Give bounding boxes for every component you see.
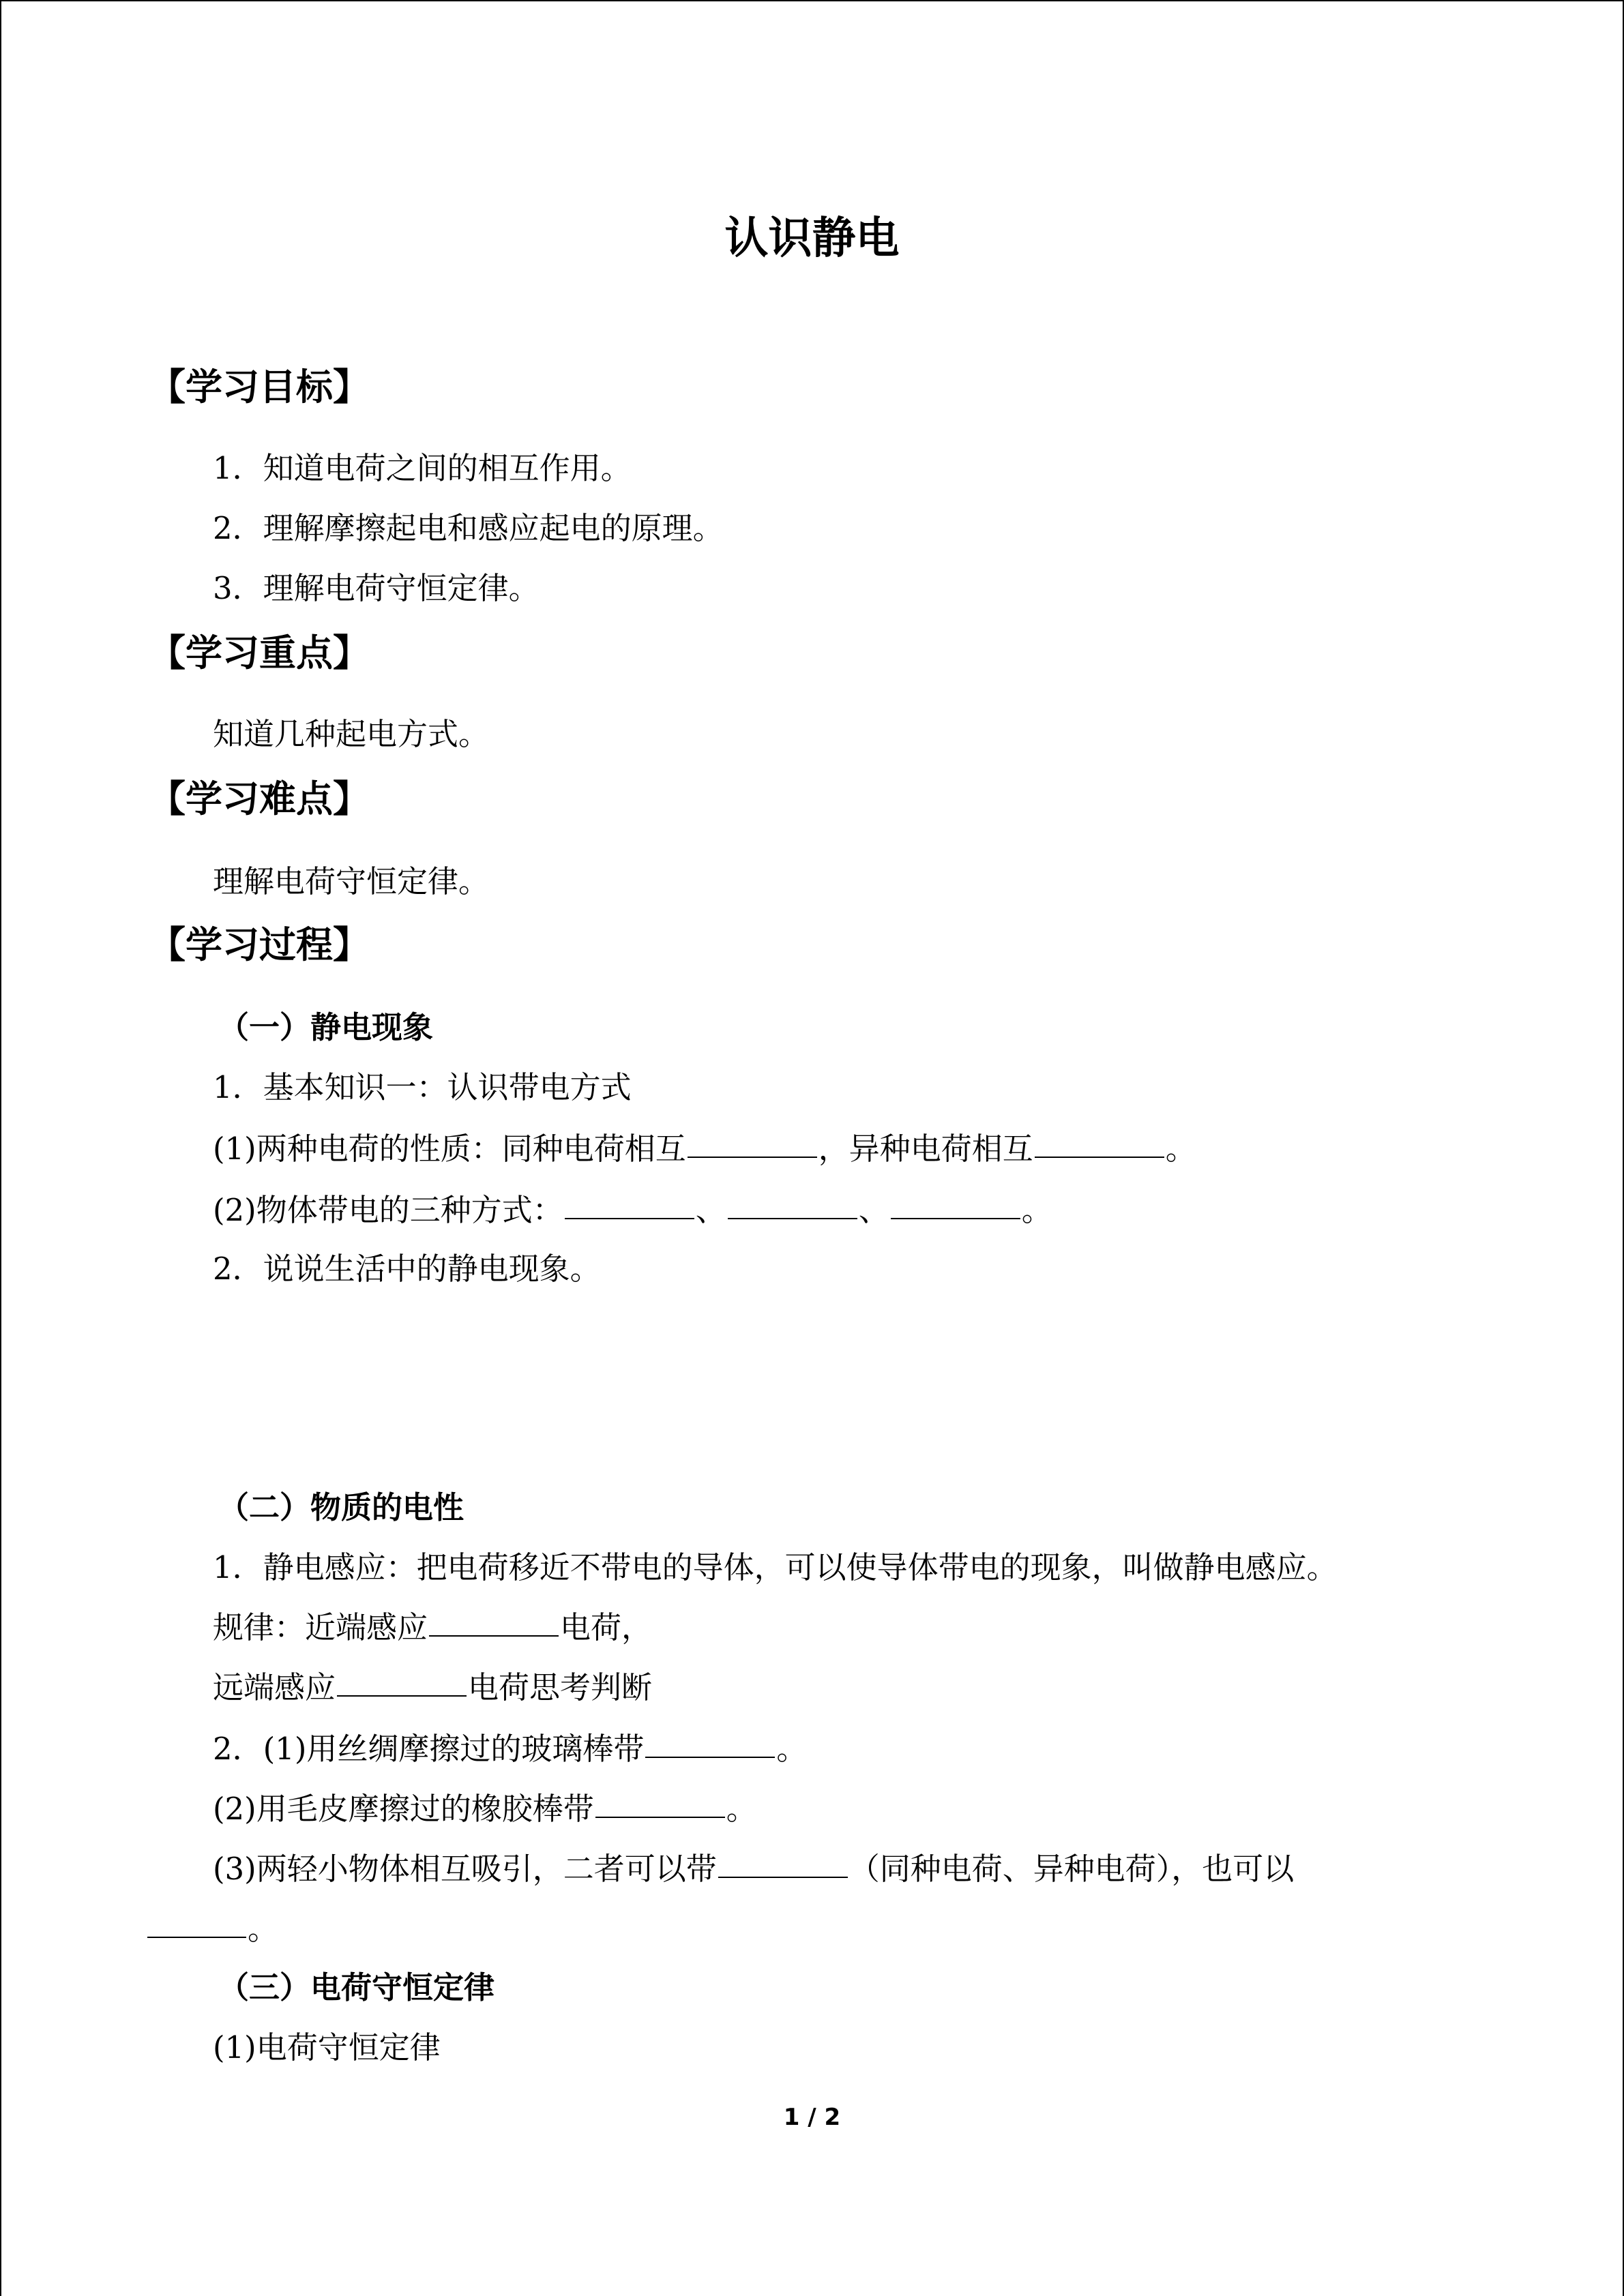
fill-blank[interactable]: [565, 1217, 694, 1219]
part2-line-4-text-a: 2．(1)用丝绸摩擦过的玻璃棒带: [213, 1731, 645, 1767]
part1-line-2: [213, 1125, 1196, 1173]
fill-blank[interactable]: [429, 1635, 559, 1637]
part1-line-4: 2．说说生活中的静电现象。: [213, 1251, 601, 1287]
objective-item-1: 1．知道电荷之间的相互作用。: [213, 450, 632, 486]
part1-line-1: 1．基本知识一：认识带电方式: [213, 1069, 632, 1105]
part2-line-5-text-a: (2)用毛皮摩擦过的橡胶棒带: [213, 1791, 594, 1827]
part2-line-3-text-a: 远端感应: [213, 1669, 336, 1705]
key-points-heading: 【学习重点】: [149, 631, 370, 674]
part1-line-2-text-b: ，异种电荷相互: [818, 1131, 1033, 1167]
period: 。: [1021, 1192, 1052, 1228]
part2-line-2-text-a: 规律：近端感应: [213, 1609, 428, 1645]
part1-line-3: [213, 1187, 1052, 1234]
objectives-heading: 【学习目标】: [149, 366, 370, 408]
part2-line-6-text-a: (3)两轻小物体相互吸引，二者可以带: [213, 1851, 717, 1887]
fill-blank[interactable]: [718, 1876, 848, 1878]
part2-line-7-text: 。: [248, 1911, 279, 1947]
fill-blank[interactable]: [645, 1756, 775, 1758]
part3-line-1: (1)电荷守恒定律: [213, 2029, 441, 2066]
key-points-text: 知道几种起电方式。: [213, 716, 490, 752]
objective-item-3: 3．理解电荷守恒定律。: [213, 570, 540, 606]
fill-blank[interactable]: [1035, 1156, 1164, 1158]
part2-line-2: [213, 1604, 652, 1652]
part2-line-1: 1．静电感应：把电荷移近不带电的导体，可以使导体带电的现象，叫做静电感应。: [213, 1549, 1338, 1585]
page-number: 1 / 2: [783, 2104, 841, 2131]
difficulties-text: 理解电荷守恒定律。: [213, 863, 490, 899]
difficulties-heading: 【学习难点】: [149, 777, 370, 820]
separator: 、: [695, 1192, 726, 1228]
part2-line-3: [213, 1664, 652, 1712]
part1-line-3-text: (2)物体带电的三种方式：: [213, 1192, 563, 1228]
part2-line-4-text-b: 。: [776, 1731, 808, 1767]
part2-line-2-text-b: 电荷，: [560, 1609, 653, 1645]
objective-item-2: 2．理解摩擦起电和感应起电的原理。: [213, 510, 724, 546]
part1-heading: （一）静电现象: [218, 1009, 434, 1045]
part2-line-3-text-b: 电荷思考判断: [468, 1669, 653, 1705]
part3-heading: （三）电荷守恒定律: [218, 1969, 495, 2006]
part2-line-5: [213, 1785, 757, 1833]
part1-line-2-text-c: 。: [1165, 1131, 1196, 1167]
part2-line-7: [146, 1905, 278, 1953]
fill-blank[interactable]: [147, 1936, 246, 1938]
fill-blank[interactable]: [688, 1156, 817, 1158]
page-title: 认识静电: [724, 213, 900, 264]
process-heading: 【学习过程】: [149, 923, 370, 966]
part2-heading: （二）物质的电性: [218, 1489, 464, 1525]
part1-line-2-text-a: (1)两种电荷的性质：同种电荷相互: [213, 1131, 686, 1167]
fill-blank[interactable]: [337, 1695, 467, 1697]
part2-line-6: [213, 1845, 1294, 1893]
separator: 、: [858, 1192, 889, 1228]
part2-line-5-text-b: 。: [726, 1791, 757, 1827]
fill-blank[interactable]: [891, 1217, 1020, 1219]
part2-line-6-text-b: （同种电荷、异种电荷），也可以: [848, 1851, 1295, 1887]
fill-blank[interactable]: [728, 1217, 857, 1219]
fill-blank[interactable]: [595, 1816, 725, 1818]
part2-line-4: [213, 1725, 807, 1773]
